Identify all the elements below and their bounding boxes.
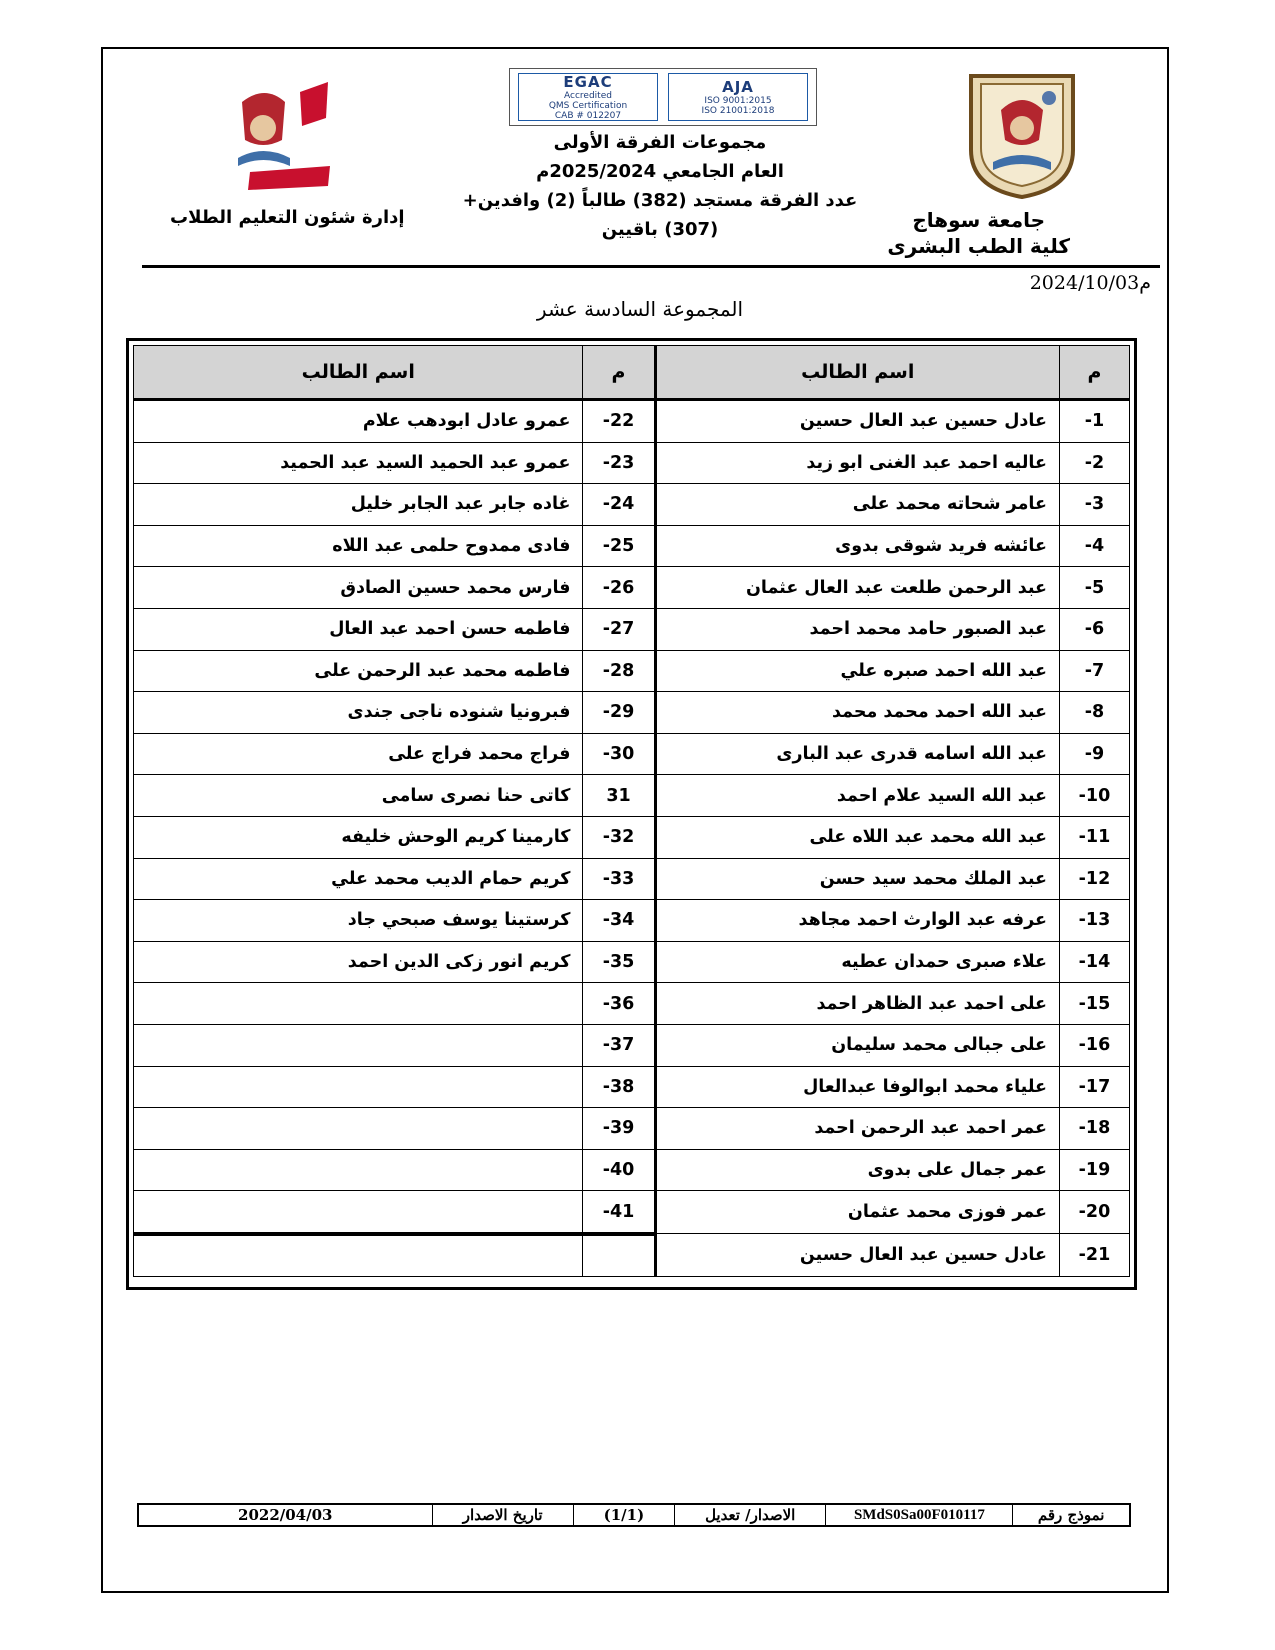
table-row xyxy=(134,525,1130,567)
student-name-right: عادل حسين عبد العال حسين xyxy=(655,1234,1059,1277)
university-crest-icon xyxy=(963,70,1081,200)
row-number-left: 33- xyxy=(583,858,655,900)
row-number-left: 35- xyxy=(583,941,655,983)
row-number-right: 1- xyxy=(1059,400,1129,443)
row-number-right: 21- xyxy=(1059,1234,1129,1277)
table-row xyxy=(134,941,1130,983)
row-number-left: 25- xyxy=(583,525,655,567)
student-name-right: عبد الله اسامه قدرى عبد البارى xyxy=(655,733,1059,775)
issue-date: 2022/04/03 xyxy=(238,1506,333,1524)
row-number-right: 13- xyxy=(1059,900,1129,942)
student-name-right: علاء صبرى حمدان عطيه xyxy=(655,941,1059,983)
university-line2: كلية الطب البشرى xyxy=(887,234,1070,258)
version-label: الاصدار/ تعديل xyxy=(674,1505,826,1525)
table-row xyxy=(134,1066,1130,1108)
heading-line4: (307) باقيين xyxy=(601,219,719,240)
student-name-left xyxy=(134,1108,583,1150)
form-footer xyxy=(137,1503,1131,1527)
table-row xyxy=(134,1191,1130,1234)
student-name-left: فادى ممدوح حلمى عبد اللاه xyxy=(134,525,583,567)
table-row xyxy=(134,484,1130,526)
student-name-left: عمرو عبد الحميد السيد عبد الحميد xyxy=(134,442,583,484)
header-name-left: اسم الطالب xyxy=(134,346,583,400)
student-name-right: عمر احمد عبد الرحمن احمد xyxy=(655,1108,1059,1150)
row-number-left: 32- xyxy=(583,816,655,858)
student-name-right: عمر جمال على بدوى xyxy=(655,1149,1059,1191)
row-number-right: 12- xyxy=(1059,858,1129,900)
student-name-right: عبد الرحمن طلعت عبد العال عثمان xyxy=(655,567,1059,609)
row-number-right: 16- xyxy=(1059,1024,1129,1066)
table-row xyxy=(134,983,1130,1025)
row-number-left: 30- xyxy=(583,733,655,775)
aja-iso1: ISO 9001:2015 xyxy=(704,95,772,106)
student-name-left: فبرونيا شنوده ناجى جندى xyxy=(134,692,583,734)
row-number-left: 23- xyxy=(583,442,655,484)
row-number-left: 37- xyxy=(583,1024,655,1066)
table-row xyxy=(134,1149,1130,1191)
student-name-left xyxy=(134,1191,583,1234)
row-number-right: 7- xyxy=(1059,650,1129,692)
header-divider xyxy=(142,265,1160,268)
student-name-left xyxy=(134,1149,583,1191)
students-table-frame xyxy=(126,338,1137,1290)
row-number-left: 29- xyxy=(583,692,655,734)
row-number-right: 8- xyxy=(1059,692,1129,734)
table-row xyxy=(134,400,1130,443)
egac-badge xyxy=(518,73,658,121)
row-number-right: 17- xyxy=(1059,1066,1129,1108)
heading-line3: عدد الفرقة مستجد (382) طالباً (2) وافدين+ xyxy=(462,190,858,211)
row-number-right: 20- xyxy=(1059,1191,1129,1234)
row-number-left: 39- xyxy=(583,1108,655,1150)
header-num-right: م xyxy=(1059,346,1129,400)
admin-department: إدارة شئون التعليم الطلاب xyxy=(170,207,405,228)
row-number-left: 22- xyxy=(583,400,655,443)
row-number-right: 6- xyxy=(1059,608,1129,650)
row-number-left: 41- xyxy=(583,1191,655,1234)
row-number-right: 11- xyxy=(1059,816,1129,858)
student-name-left: غاده جابر عبد الجابر خليل xyxy=(134,484,583,526)
student-name-left: كارمينا كريم الوحش خليفه xyxy=(134,816,583,858)
table-row xyxy=(134,900,1130,942)
row-number-left: 34- xyxy=(583,900,655,942)
form-label: نموذج رقم xyxy=(1013,1505,1129,1525)
table-row xyxy=(134,775,1130,817)
row-number-right: 4- xyxy=(1059,525,1129,567)
row-number-left: 38- xyxy=(583,1066,655,1108)
row-number-left: 28- xyxy=(583,650,655,692)
table-header-row xyxy=(134,346,1130,400)
student-name-right: عامر شحاته محمد على xyxy=(655,484,1059,526)
row-number-left xyxy=(583,1234,655,1277)
university-line1: جامعة سوهاج xyxy=(912,208,1045,232)
university-name xyxy=(887,207,1070,259)
document-heading xyxy=(460,128,860,244)
student-name-right: عادل حسين عبد العال حسين xyxy=(655,400,1059,443)
row-number-left: 40- xyxy=(583,1149,655,1191)
row-number-left: 36- xyxy=(583,983,655,1025)
row-number-right: 5- xyxy=(1059,567,1129,609)
row-number-left: 26- xyxy=(583,567,655,609)
student-name-left: كرستينا يوسف صبحي جاد xyxy=(134,900,583,942)
issue-label: تاريخ الاصدار xyxy=(432,1505,573,1525)
student-name-left: كاتى حنا نصرى سامى xyxy=(134,775,583,817)
student-name-left xyxy=(134,1234,583,1277)
group-title: المجموعة السادسة عشر xyxy=(536,297,744,321)
row-number-right: 18- xyxy=(1059,1108,1129,1150)
student-name-right: عبد الملك محمد سيد حسن xyxy=(655,858,1059,900)
student-name-right: عبد الله محمد عبد اللاه على xyxy=(655,816,1059,858)
student-name-left xyxy=(134,1066,583,1108)
student-name-left: فاطمه محمد عبد الرحمن على xyxy=(134,650,583,692)
table-row xyxy=(134,692,1130,734)
table-row xyxy=(134,816,1130,858)
students-table xyxy=(133,345,1130,1277)
heading-line2: العام الجامعي 2025/2024م xyxy=(536,161,784,182)
row-number-right: 9- xyxy=(1059,733,1129,775)
student-name-right: عمر فوزى محمد عثمان xyxy=(655,1191,1059,1234)
student-name-right: على احمد عبد الظاهر احمد xyxy=(655,983,1059,1025)
table-row xyxy=(134,442,1130,484)
student-name-right: عاليه احمد عبد الغنى ابو زيد xyxy=(655,442,1059,484)
accreditation-badge-icon xyxy=(509,68,817,126)
student-name-right: عبد الله احمد محمد محمد xyxy=(655,692,1059,734)
row-number-right: 2- xyxy=(1059,442,1129,484)
student-name-left: فارس محمد حسين الصادق xyxy=(134,567,583,609)
form-footer-table xyxy=(139,1505,1129,1525)
aja-iso2: ISO 21001:2018 xyxy=(701,105,775,116)
student-name-left: عمرو عادل ابودهب علام xyxy=(134,400,583,443)
row-number-right: 19- xyxy=(1059,1149,1129,1191)
row-number-left: 31 xyxy=(583,775,655,817)
student-name-left: كريم حمام الديب محمد علي xyxy=(134,858,583,900)
student-name-right: علياء محمد ابوالوفا عبدالعال xyxy=(655,1066,1059,1108)
student-name-right: عائشه فريد شوقى بدوى xyxy=(655,525,1059,567)
form-code: SMdS0Sa00F010117 xyxy=(826,1505,1013,1525)
row-number-left: 27- xyxy=(583,608,655,650)
heading-line1: مجموعات الفرقة الأولى xyxy=(553,132,767,153)
egac-cab: CAB # 012207 xyxy=(554,110,622,121)
student-name-left xyxy=(134,983,583,1025)
row-number-right: 14- xyxy=(1059,941,1129,983)
egac-title: EGAC xyxy=(563,72,613,91)
table-row xyxy=(134,858,1130,900)
student-name-left: فراج محمد فراج على xyxy=(134,733,583,775)
table-row xyxy=(134,650,1130,692)
student-name-right: عبد الله احمد صبره علي xyxy=(655,650,1059,692)
student-name-right: على جبالى محمد سليمان xyxy=(655,1024,1059,1066)
aja-badge xyxy=(668,73,808,121)
faculty-logo-icon xyxy=(150,62,350,194)
version-value: (1/1) xyxy=(573,1505,674,1525)
student-name-left: كريم انور زكى الدين احمد xyxy=(134,941,583,983)
egac-small: QMS Certification xyxy=(548,100,628,111)
egac-sub: Accredited xyxy=(564,90,612,101)
student-name-right: عبد الصبور حامد محمد احمد xyxy=(655,608,1059,650)
table-row xyxy=(134,1234,1130,1277)
document-date: 2024/10/03م xyxy=(1029,272,1151,294)
table-row xyxy=(134,733,1130,775)
student-name-right: عرفه عبد الوارث احمد مجاهد xyxy=(655,900,1059,942)
header-num-left: م xyxy=(583,346,655,400)
table-body xyxy=(134,400,1130,1277)
table-row xyxy=(134,1108,1130,1150)
row-number-left: 24- xyxy=(583,484,655,526)
header-name-right: اسم الطالب xyxy=(655,346,1059,400)
table-row xyxy=(134,567,1130,609)
row-number-right: 15- xyxy=(1059,983,1129,1025)
aja-title: AJA xyxy=(722,77,754,96)
row-number-right: 3- xyxy=(1059,484,1129,526)
student-name-left: فاطمه حسن احمد عبد العال xyxy=(134,608,583,650)
row-number-right: 10- xyxy=(1059,775,1129,817)
student-name-right: عبد الله السيد علام احمد xyxy=(655,775,1059,817)
table-row xyxy=(134,1024,1130,1066)
student-name-left xyxy=(134,1024,583,1066)
table-row xyxy=(134,608,1130,650)
